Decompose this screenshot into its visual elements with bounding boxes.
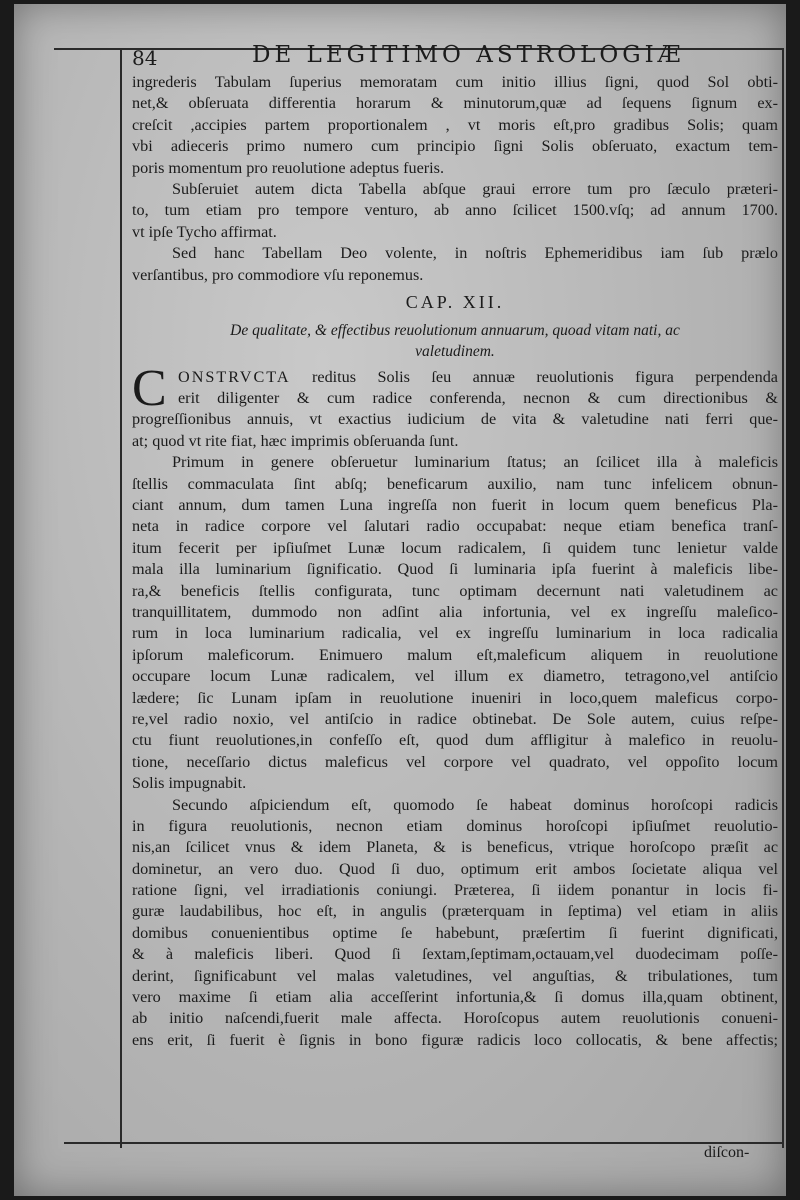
book-page <box>14 4 786 1196</box>
text-line <box>132 367 778 388</box>
catchword: diſcon- <box>704 1144 750 1161</box>
text-line: derint, ſignificabunt vel malas valetudines, vel anguſtias, & tribulationes, tum <box>132 966 778 985</box>
paragraph-1 <box>132 72 778 179</box>
paragraph-5 <box>132 452 778 794</box>
text-line: vbi adieceris primo numero cum principio ſigni Solis obſeruato, exactum tem- <box>132 137 778 156</box>
text-line: at; quod vt rite fiat, hæc imprimis obſeruanda ſunt. <box>132 431 459 450</box>
text-line: vero maxime ſi etiam alia acceſſerint infortunia,& ſi domus illa,quam obtinent, <box>132 988 778 1007</box>
text-line: occupare locum Lunæ radicalem, vel illum ex diametro, tetragono,vel antiſcio <box>132 667 778 686</box>
text-line: & à maleficis liberi. Quod ſi ſextam,ſeptimam,octauam,vel duodecimam poſſe- <box>132 945 778 964</box>
chapter-subtitle: valetudinem. <box>415 343 495 361</box>
text-line: lædere; ſic Lunam ipſam in reuolutione inueniri in loco,quem maleficus corpo- <box>132 688 778 707</box>
paragraph-2 <box>132 179 778 243</box>
paragraph-3 <box>132 243 778 286</box>
text-line: progreſſionibus annuis, vt exactius iudicium de vita & valetudine nati ferri que- <box>132 410 778 429</box>
text-line: guræ laudabilibus, hoc eſt, in angulis (præterquam in ſeptima) vel etiam in aliis <box>132 902 778 921</box>
text-line: tione, neceſſario dictus maleficus vel corpore vel quadrato, vel oppoſito locum <box>132 752 778 771</box>
text-line: to, tum etiam pro tempore venturo, ab anno ſcilicet 1500.vſq; ad annum 1700. <box>132 201 778 220</box>
text-line: dominetur, an vero duo. Quod ſi duo, optimum erit ambos ſocietate aliqua vel <box>132 859 778 878</box>
text-line: erit diligenter & cum radice conferenda, necnon & cum directionibus & <box>178 389 778 408</box>
text-line: Sed hanc Tabellam Deo volente, in noſtris Ephemeridibus iam ſub prælo <box>172 244 778 263</box>
text-line: ctu fiunt reuolutiones,in confeſſo eſt, quod dum affligitur à malefico in reuolu- <box>132 731 778 750</box>
text-line: ciant annum, dum tamen Luna ingreſſa non fuerit in locum quem beneficus Pla- <box>132 496 778 515</box>
text-line: Subſeruiet autem dicta Tabella abſque graui errore tum pro ſæculo præteri- <box>172 179 778 198</box>
footer-rule <box>64 1142 784 1144</box>
text-line: vt ipſe Tycho affirmat. <box>132 222 277 241</box>
text-line: ens erit, ſi fuerit è ſignis in bono figuræ radicis loco collocatis, & bene affectis; <box>132 1030 778 1049</box>
text-line: rum in loca luminarium radicalia, vel ex ingreſſu luminarium in loca radicalia <box>132 624 778 643</box>
text-line-rest: reditus Solis ſeu annuæ reuolutionis figura perpendenda <box>290 367 778 386</box>
text-line: ab initio naſcendi,fuerit male affecta. Horoſcopus autem reuolutionis conueni- <box>132 1009 778 1028</box>
chapter-heading: CAP. XII. <box>405 291 505 312</box>
text-line: verſantibus, pro commodiore vſu reponemus. <box>132 265 424 284</box>
text-line: net,& obſeruata differentia horarum & minutorum,quæ ad ſequens ſignum ex- <box>132 94 778 113</box>
text-line: creſcit ,accipies partem proportionalem , vt moris eſt,pro gradibus Solis; quam <box>132 115 778 134</box>
page-number: 84 <box>132 46 158 70</box>
text-line: in figura reuolutionis, necnon etiam dominus horoſcopi ipſiuſmet reuolutio- <box>132 816 778 835</box>
text-line: ingrederis Tabulam ſuperius memoratam cum initio illius ſigni, quod Sol obti- <box>132 73 778 91</box>
running-title: DE LEGITIMO ASTROLOGIÆ <box>252 42 685 68</box>
page-body <box>132 72 778 1051</box>
text-line: ra,& beneficis ſtellis configurata, tunc optimam decernunt nati valetudinem ac <box>132 581 778 600</box>
text-line: tranquillitatem, dummodo non adſint alia infortunia, vel ex ingreſſu maleſico- <box>132 602 778 621</box>
text-line: re,vel radio noxio, vel antiſcio in radice obtinebat. De Sole autem, cuius reſpe- <box>132 709 778 728</box>
small-caps-word: ONSTRVCTA <box>178 367 291 386</box>
text-line: Secundo aſpiciendum eſt, quomodo ſe habeat dominus horoſcopi radicis <box>172 795 778 814</box>
text-line: poris momentum pro reuolutione adeptus fueris. <box>132 158 444 177</box>
paragraph-6 <box>132 795 778 1052</box>
paragraph-4 <box>132 359 778 453</box>
text-line: Primum in genere obſeruetur luminarium ſtatus; an ſcilicet illa à maleficis <box>172 453 778 472</box>
text-line: domibus conuenientibus optime ſe habebunt, præſertim ſi fuerint dignificati, <box>132 923 778 942</box>
text-line: neta in radice corpore vel ſalutari radio occupabat: neque etiam benefica tranſ- <box>132 517 778 536</box>
drop-cap: C <box>132 359 167 417</box>
text-line: ratione ſigni, vel irradiationis coniungi. Præterea, ſi iidem ponantur in locis fi- <box>132 881 778 900</box>
text-line: itum fecerit per ipſiuſmet Lunæ locum radicalem, ſi quidem tunc lenietur valde <box>132 538 778 557</box>
chapter-subtitle: De qualitate, & effectibus reuolutionum annuarum, quoad vitam nati, ac <box>230 321 680 339</box>
text-line: Solis impugnabit. <box>132 774 247 793</box>
text-line: ipſorum maleficorum. Enimuero malum eſt,maleficum aliquem in reuolutione <box>132 645 778 664</box>
text-line: nis,an ſcilicet vnus & idem Planeta, & is beneficus, vtrique horoſcopo præſit ac <box>132 838 778 857</box>
text-line: mala illa luminarium ſignificatio. Quod ſi luminaria ipſa fuerint à maleficis libe- <box>132 560 778 579</box>
text-line: ſtellis commaculata ſint abſq; beneficarum auxilio, nam tunc infelicem obnun- <box>132 474 778 493</box>
